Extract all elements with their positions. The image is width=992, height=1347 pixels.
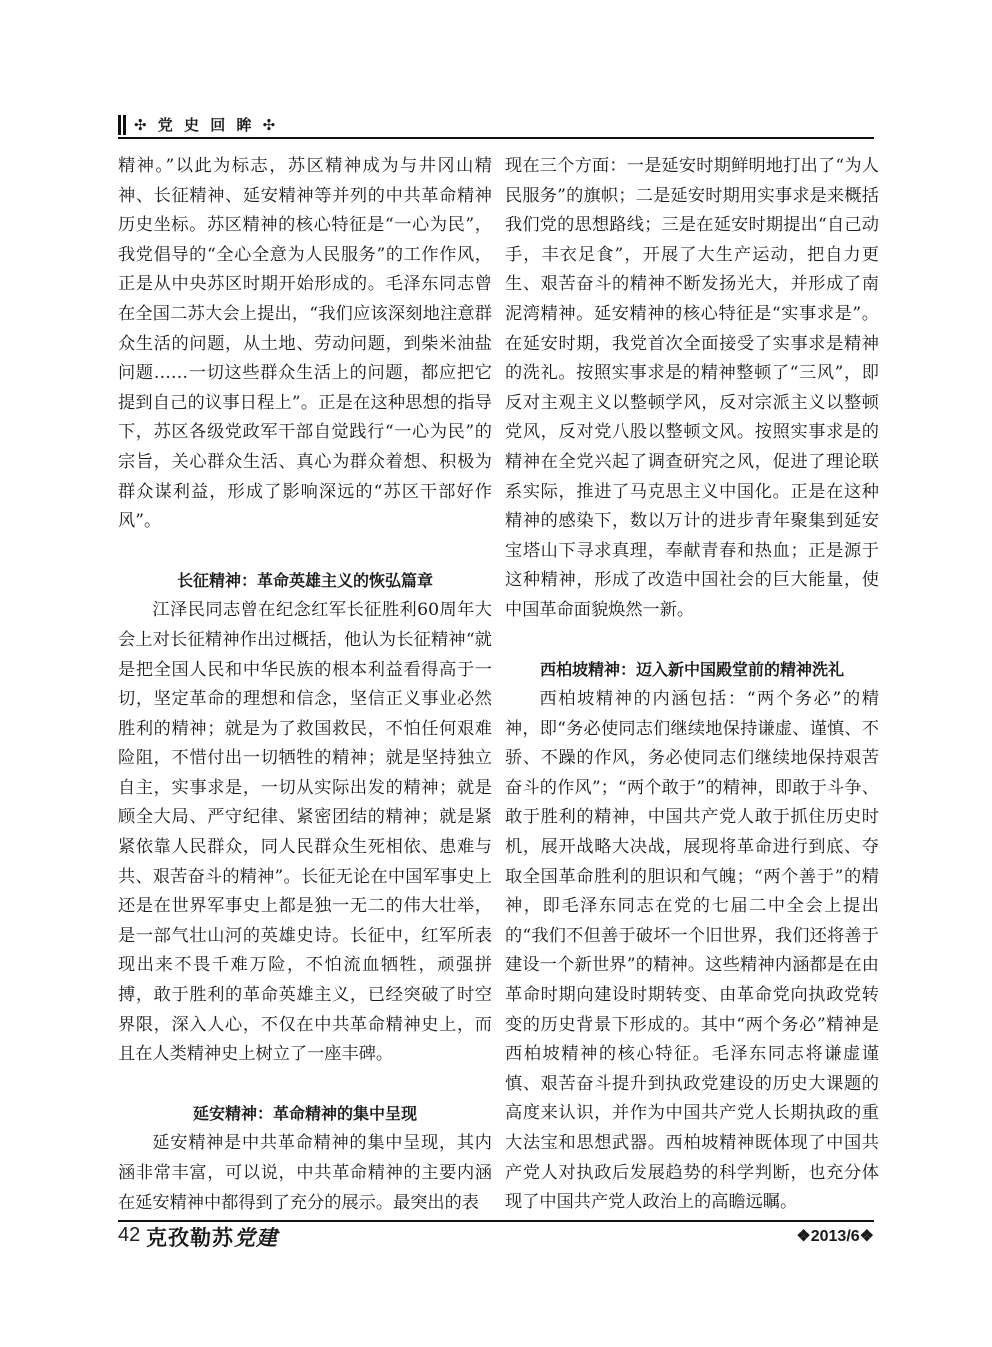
heading-changzheng: 长征精神：革命英雄主义的恢弘篇章 bbox=[176, 571, 433, 591]
magazine-title bbox=[146, 1222, 278, 1252]
paragraph-xibaipo: 西柏坡精神的内涵包括：“两个务必”的精神，即“务必使同志们继续地保持谦虚、谨慎、不骄、不躁的作风，务必使同志们继续地保持艰苦奋斗的作风”；“两个敢于”的精神，即敢于斗争、敢于胜利的精神，中国共产党人敢于抓住历史时机，展开战略大决战，展现将革命进行到底、夺取全国革命胜利的胆识和气魄；“两个善于”的精神，即毛泽东同志在党的七届二中全会上提出的“我们不但善于破坏一个旧世界，我们还将善于建设一个新世界”的精神。这些精神内涵都是在由革命时期向建设时期转变、由革命党向执政党转变的历史背景下形成的。其中“两个务必”精神是西柏坡精神的核心特征。毛泽东同志将谦虚谨慎、艰苦奋斗提升到执政党建设的历史大课题的高度来认识，并作为中国共产党人长期执政的重大法宝和思想武器。西柏坡精神既体现了中国共产党人对执政后发展趋势的科学判断，也充分体现了中国共产党人政治上的高瞻远瞩。 bbox=[505, 689, 879, 1213]
section-header bbox=[118, 112, 874, 138]
paragraph-yanan-start: 延安精神是中共革命精神的集中呈现，其内涵非常丰富，可以说，中共革命精神的主要内涵在延安精神中都得到了充分的展示。最突出的表 bbox=[118, 1133, 492, 1213]
header-rule bbox=[118, 137, 874, 139]
left-column bbox=[118, 152, 492, 1218]
magazine-suffix: 党建 bbox=[234, 1225, 278, 1250]
header-bars-icon bbox=[118, 115, 130, 135]
paragraph-yanan-cont: 现在三个方面：一是延安时期鲜明地打出了“为人民服务”的旗帜；二是延安时期用实事求是来概括我们党的思想路线；三是在延安时期提出“自己动手，丰衣足食”，开展了大生产运动，把自力更生、艰苦奋斗的精神不断发扬光大，并形成了南泥湾精神。延安精神的核心特征是“实事求是”。在延安时期，我党首次全面接受了实事求是精神的洗礼。按照实事求是的精神整顿了“三风”，即反对主观主义以整顿学风，反对宗派主义以整顿党风，反对党八股以整顿文风。按照实事求是的精神在全党兴起了调查研究之风，促进了理论联系实际，推进了马克思主义中国化。正是在这种精神的感染下，数以万计的进步青年聚集到延安宝塔山下寻求真理，奉献青春和热血；正是源于这种精神，形成了改造中国社会的巨大能量，使中国革命面貌焕然一新。 bbox=[505, 156, 879, 620]
page-number: 42 bbox=[118, 1224, 141, 1246]
right-column bbox=[505, 152, 879, 1218]
section-label: ✣ 党 史 回 眸 ✣ bbox=[134, 116, 279, 134]
paragraph-suqu: 精神。”以此为标志，苏区精神成为与井冈山精神、长征精神、延安精神等并列的中共革命精神历史坐标。苏区精神的核心特征是“一心为民”，我党倡导的“全心全意为人民服务”的工作作风，正是从中央苏区时期开始形成的。毛泽东同志曾在全国二苏大会上提出，“我们应该深刻地注意群众生活的问题，从土地、劳动问题，到柴米油盐问题……一切这些群众生活上的问题，都应把它提到自己的议事日程上”。正是在这种思想的指导下，苏区各级党政军干部自觉践行“一心为民”的宗旨，关心群众生活、真心为群众着想、积极为群众谋利益，形成了影响深远的“苏区干部好作风”。 bbox=[118, 156, 492, 532]
heading-xibaipo: 西柏坡精神：迈入新中国殿堂前的精神洗礼 bbox=[539, 660, 844, 680]
issue-number: ❖2013/6❖ bbox=[796, 1228, 874, 1245]
paragraph-changzheng: 江泽民同志曾在纪念红军长征胜利60周年大会上对长征精神作出过概括，他认为长征精神“就是把全国人民和中华民族的根本利益看得高于一切，坚定革命的理想和信念，坚信正义事业必然胜利的精神；就是为了救国救民，不怕任何艰难险阻，不惜付出一切牺牲的精神；就是坚持独立自主，实事求是，一切从实际出发的精神；就是顾全大局、严守纪律、紧密团结的精神；就是紧紧依靠人民群众，同人民群众生死相依、患难与共、艰苦奋斗的精神”。长征无论在中国军事史上还是在世界军事史上都是独一无二的伟大壮举，是一部气壮山河的英雄史诗。长征中，红军所表现出来不畏千难万险，不怕流血牺牲，顽强拼搏，敢于胜利的革命英雄主义，已经突破了时空界限，深入人心，不仅在中共革命精神史上，而且在人类精神史上树立了一座丰碑。 bbox=[118, 600, 492, 1065]
magazine-name: 克孜勒苏 bbox=[146, 1225, 234, 1250]
heading-yanan: 延安精神：革命精神的集中呈现 bbox=[192, 1104, 417, 1124]
page-footer bbox=[118, 1220, 874, 1250]
